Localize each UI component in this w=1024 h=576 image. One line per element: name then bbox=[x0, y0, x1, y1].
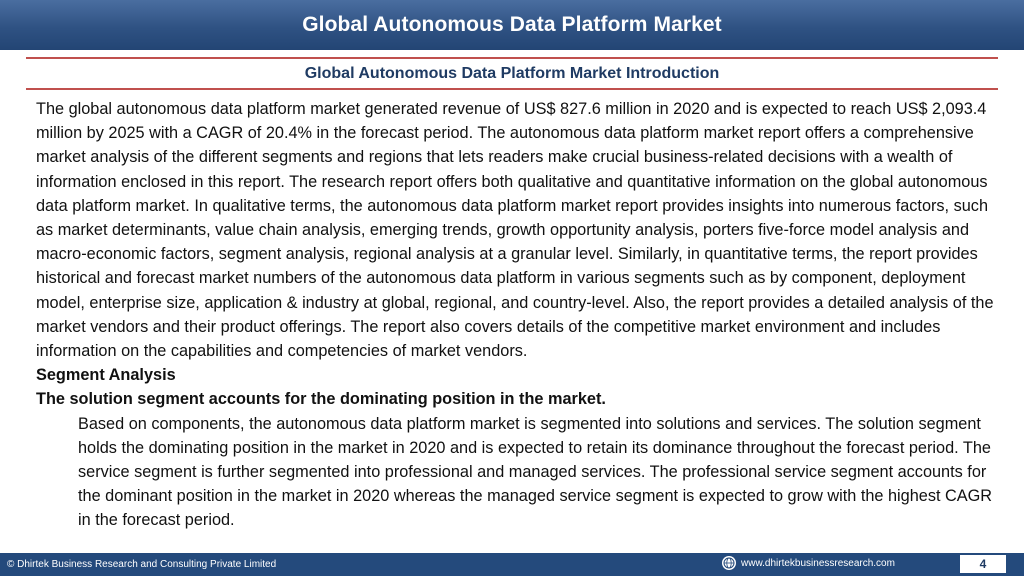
section-subtitle: Global Autonomous Data Platform Market Introduction bbox=[304, 65, 720, 82]
intro-paragraph: The global autonomous data platform market generated revenue of US$ 827.6 million in 2020 and is expected to reach US$ 2,093.4 million by 2025 with a CAGR of 20.4% in the forecast period. The autonomous data platform market report offers a comprehensive market analysis of the different segments and regions that lets readers make crucial business-related decisions with a wealth of information enclosed in this report. The research report offers both qualitative and quantitative information on the global autonomous data platform market. In qualitative terms, the autonomous data platform market report provides insights into numerous factors, such as market determinants, value chain analysis, emerging trends, growth opportunity analysis, porters five-force model analysis and macro-economic factors, segment analysis, regional analysis at a granular level. Similarly, in quantitative terms, the report provides historical and forecast market numbers of the autonomous data platform in various segments such as by component, deployment model, enterprise size, application & industry at global, regional, and country-level. Also, the report provides a detailed analysis of the market vendors and their product offerings. The report also covers details of the competitive market environment and includes information on the capabilities and competencies of market vendors. bbox=[36, 100, 994, 361]
page-number: 4 bbox=[960, 555, 1006, 573]
segment-subheading: The solution segment accounts for the dominating position in the market. bbox=[36, 390, 606, 409]
page-title: Global Autonomous Data Platform Market bbox=[302, 13, 722, 36]
website-url: www.dhirtekbusinessresearch.com bbox=[741, 557, 895, 569]
segment-heading: Segment Analysis bbox=[36, 366, 176, 385]
website-link[interactable] bbox=[722, 556, 895, 570]
footer-bar bbox=[0, 553, 1024, 576]
copyright-text: © Dhirtek Business Research and Consulting Private Limited bbox=[7, 559, 277, 570]
title-bar bbox=[0, 0, 1024, 50]
globe-icon bbox=[722, 556, 736, 570]
content-area bbox=[36, 97, 1000, 533]
segment-paragraph: Based on components, the autonomous data platform market is segmented into solutions and services. The solution segment holds the dominating position in the market in 2020 and is expected to retain its dominance throughout the forecast period. The service segment is further segmented into professional and managed services. The professional service segment accounts for the dominant position in the market in 2020 whereas the managed service segment is expected to grow with the highest CAGR in the forecast period. bbox=[78, 414, 993, 530]
top-divider bbox=[26, 57, 998, 59]
bottom-divider bbox=[26, 88, 998, 90]
